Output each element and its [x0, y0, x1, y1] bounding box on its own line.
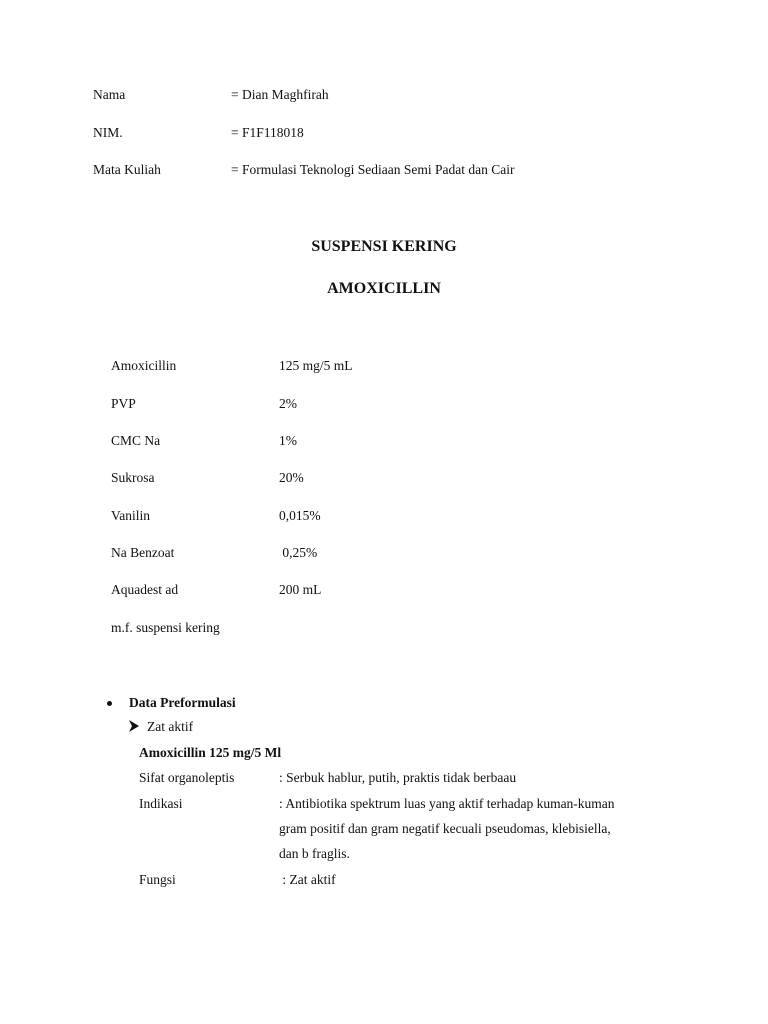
label-nama: Nama — [93, 87, 126, 102]
formula-footer: m.f. suspensi kering — [111, 620, 220, 635]
value-nama: = Dian Maghfirah — [231, 87, 329, 102]
doc-title-line1: SUSPENSI KERING — [311, 238, 457, 255]
formula-item-amount: 200 mL — [279, 582, 322, 597]
formula-item-name: CMC Na — [111, 433, 161, 448]
doc-title-line2: AMOXICILLIN — [327, 280, 441, 297]
formula-item-amount: 0,25% — [279, 545, 318, 560]
formula-item-name: Na Benzoat — [111, 545, 175, 560]
formula-item-amount: 0,015% — [279, 508, 321, 523]
formula-item-amount: 20% — [279, 470, 304, 485]
formula-item-name: Sukrosa — [111, 470, 155, 485]
prop-value-continued: dan b fraglis. — [279, 846, 350, 861]
formula-item-amount: 125 mg/5 mL — [279, 358, 353, 373]
preformulasi-heading: Data Preformulasi — [129, 695, 236, 710]
prop-value: : Serbuk hablur, putih, praktis tidak berbaau — [279, 770, 517, 785]
label-nim: NIM. — [93, 125, 123, 140]
prop-value: : Antibiotika spektrum luas yang aktif terhadap kuman-kuman — [279, 796, 615, 811]
prop-label: Indikasi — [139, 796, 183, 811]
label-mata-kuliah: Mata Kuliah — [93, 162, 161, 177]
prop-value: : Zat aktif — [279, 872, 336, 887]
value-mata-kuliah: = Formulasi Teknologi Sediaan Semi Padat dan Cair — [231, 162, 515, 177]
formula-item-amount: 2% — [279, 396, 297, 411]
compound-name: Amoxicillin 125 mg/5 Ml — [139, 745, 282, 760]
prop-label: Sifat organoleptis — [139, 770, 235, 785]
formula-item-name: Aquadest ad — [111, 582, 179, 597]
zat-aktif-subheading: Zat aktif — [147, 719, 194, 734]
formula-item-name: Amoxicillin — [111, 358, 177, 373]
formula-item-name: Vanilin — [111, 508, 150, 523]
prop-label: Fungsi — [139, 872, 176, 887]
formula-item-name: PVP — [111, 396, 136, 411]
arrowhead-bullet-icon — [129, 720, 139, 732]
value-nim: = F1F118018 — [231, 125, 304, 140]
prop-value-continued: gram positif dan gram negatif kecuali pseudomas, klebisiella, — [279, 821, 611, 836]
bullet-icon — [107, 701, 112, 706]
formula-item-amount: 1% — [279, 433, 297, 448]
